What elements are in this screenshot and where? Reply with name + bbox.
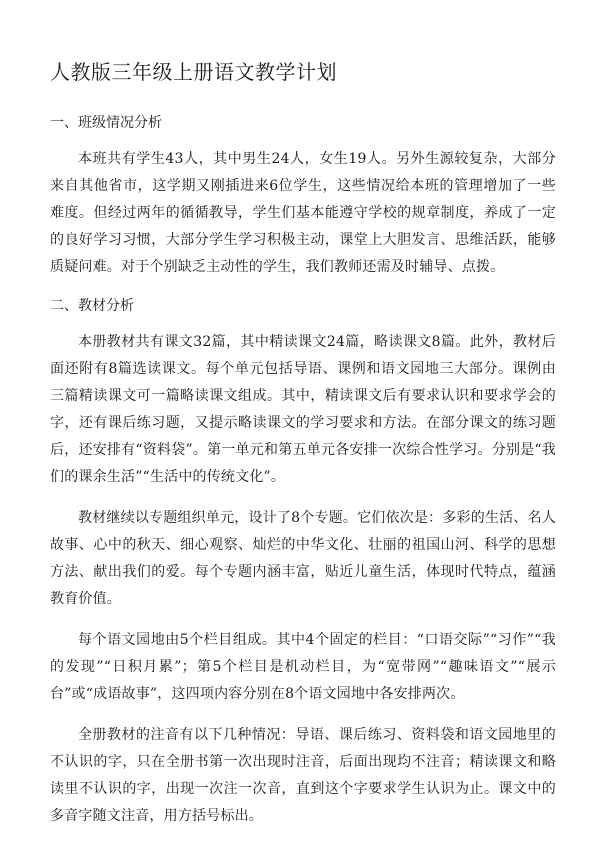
section-textbook-analysis bbox=[50, 295, 556, 830]
paragraph-unit-topics: 教材继续以专题组织单元，设计了8个专题。它们依次是：多彩的生活、名人故事、心中的秋天、细心观察、灿烂的中华文化、壮丽的祖国山河、科学的思想方法、献出我们的爱。每个专题内涵丰富，贴近儿童生活，体现时代特点，蕴涵教育价值。 bbox=[50, 510, 556, 607]
paragraph-textbook-overview: 本册教材共有课文32篇，其中精读课文24篇，略读课文8篇。此外，教材后面还附有8篇选读课文。每个单元包括导语、课例和语文园地三大部分。课例由三篇精读课文可一篇略读课文组成。其中，精读课文后有要求认识和要求学会的字，还有课后练习题，又提示略读课文的学习要求和方法。在部分课文的练习题后，还安排有“资料袋”。第一单元和第五单元各安排一次综合性学习。分别是“我们的课余生活”“生活中的传统文化”。 bbox=[50, 334, 556, 485]
paragraph-language-garden: 每个语文园地由5个栏目组成。其中4个固定的栏目：“口语交际”“习作”“我的发现”“日积月累”；第5个栏目是机动栏目，为“宽带网”“趣味语文”“展示台”或“成语故事”，这四项内容分别在8个语文园地中各安排两次。 bbox=[50, 632, 556, 702]
section-class-analysis bbox=[50, 112, 556, 281]
section-heading-textbook-analysis: 二、教材分析 bbox=[50, 298, 134, 314]
paragraph-class-situation: 本班共有学生43人，其中男生24人，女生19人。另外生源较复杂，大部分来自其他省市，这学期又刚插进来6位学生，这些情况给本班的管理增加了一些难度。但经过两年的循循教导，学生们基本能遵守学校的规章制度，养成了一定的良好学习习惯，大部分学生学习积极主动，课堂上大胆发言、思维活跃，能够质疑问难。对于个别缺乏主动性的学生，我们教师还需及时辅导、点拨。 bbox=[50, 151, 556, 275]
document-title: 人教版三年级上册语文教学计划 bbox=[50, 60, 337, 84]
section-heading-class-analysis: 一、班级情况分析 bbox=[50, 115, 162, 131]
paragraph-pinyin-notes: 全册教材的注音有以下几种情况：导语、课后练习、资料袋和语文园地里的不认识的字，只在全册书第一次出现时注音，后面出现均不注音；精读课文和略读里不认识的字，出现一次注一次音，直到这个字要求学生认识为止。课文中的多音字随文注音，用方括号标出。 bbox=[50, 727, 556, 824]
